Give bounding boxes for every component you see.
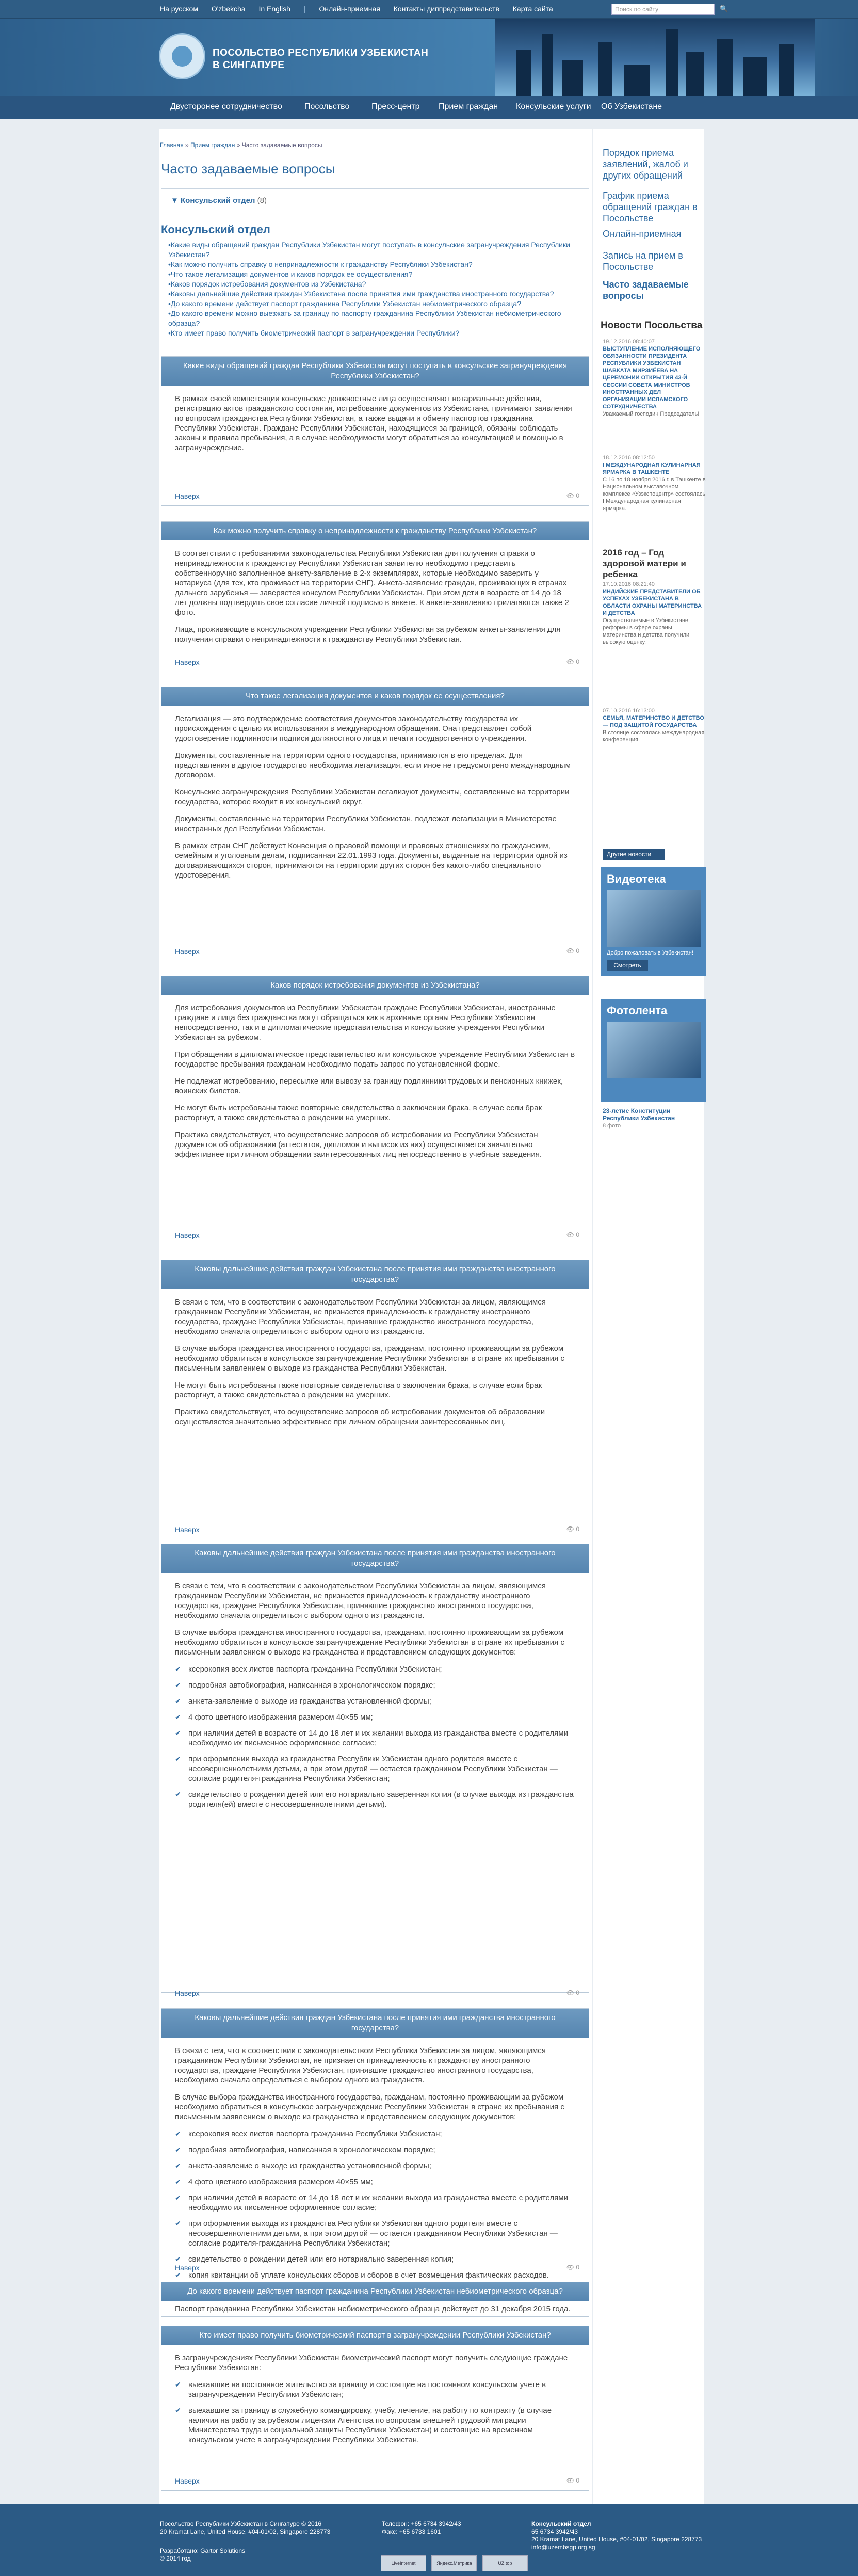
site-title-line2: В СИНГАПУРЕ	[213, 60, 285, 71]
answer-body	[161, 706, 589, 944]
question-title: Каковы дальнейшие действия граждан Узбекистана после принятия ими гражданства иностранного государства?	[161, 2009, 589, 2038]
news-date: 19.12.2016 08:40:07	[603, 339, 655, 345]
view-count: 👁 0	[566, 2264, 579, 2271]
footer-developer[interactable]: Разработано: Gartor Solutions	[160, 2547, 245, 2554]
nav-item-embassy[interactable]: Посольство	[304, 102, 350, 111]
answer-paragraph: В связи с тем, что в соответствии с законодательством Республики Узбекистан за лицом, являющимся гражданином Республики Узбекистан, не признается принадлежность к гражданству иностранного государства, граждане Республики Узбекистан, принявшие гражданство иностранного государства, необходимо сначала определиться с выбором одного из гражданств.	[175, 1298, 546, 1336]
nav-item-about[interactable]: Об Узбекистане	[601, 102, 662, 111]
site-header	[0, 19, 858, 96]
checklist-item: ✔ свидетельство о рождении детей или его нотариально заверенная копия (в случае выхода из гражданства родителя(ей) вместе с несовершеннолетними детьми).	[175, 1790, 575, 1809]
back-to-top-link[interactable]: Наверх	[175, 947, 200, 956]
question-footer	[161, 1228, 589, 1244]
news-item[interactable]	[603, 338, 706, 418]
breadcrumb-reception[interactable]: Прием граждан	[190, 141, 235, 149]
counter-badge[interactable]: UZ top	[482, 2555, 528, 2571]
question-title: Каковы дальнейшие действия граждан Узбекистана после принятия ими гражданства иностранного государства?	[161, 1260, 589, 1289]
answer-paragraph: Практика свидетельствует, что осуществление запросов об истребовании документов об образовании осуществляется значительно эффективнее при личном обращении заинтересованных лиц.	[175, 1408, 545, 1426]
more-news-button[interactable]: Другие новости	[603, 849, 665, 860]
sidebar-link-appointment[interactable]: Запись на прием в Посольстве	[603, 250, 683, 272]
back-to-top-link[interactable]: Наверх	[175, 658, 200, 666]
footer-year: © 2014 год	[160, 2555, 191, 2562]
site-title-line1: ПОСОЛЬСТВО РЕСПУБЛИКИ УЗБЕКИСТАН	[213, 47, 429, 58]
news-item[interactable]	[603, 454, 706, 512]
photo-count: 8 фото	[603, 1123, 621, 1129]
news-text: Осуществляемые в Узбекистане реформы в сфере охраны материнства и детства получили высокую оценку.	[603, 617, 690, 645]
question-footer	[161, 655, 589, 671]
photo-caption[interactable]: 23-летие Конституции Республики Узбекистан	[603, 1107, 675, 1122]
question-card	[161, 2282, 589, 2317]
answer-paragraph: При обращении в дипломатическое представительство или консульское учреждение Республики Узбекистан в государстве пребывания гражданам необходимо подать запрос по установленной форме.	[175, 1050, 575, 1069]
answer-body	[161, 386, 589, 489]
news-title[interactable]: ВЫСТУПЛЕНИЕ ИСПОЛНЯЮЩЕГО ОБЯЗАННОСТИ ПРЕЗИДЕНТА РЕСПУБЛИКИ УЗБЕКИСТАН ШАВКАТА МИРЗИЁЕВА НА ЦЕРЕМОНИИ ОТКРЫТИЯ 43-Й СЕССИИ СОВЕТА МИНИСТРОВ ИНОСТРАННЫХ ДЕЛ ОРГАНИЗАЦИИ ИСЛАМСКОГО СОТРУДНИЧЕСТВА	[603, 346, 701, 410]
footer-consular	[531, 2520, 702, 2551]
question-card	[161, 2326, 589, 2491]
question-title: До какого времени действует паспорт гражданина Республики Узбекистан небиометрического образца?	[161, 2282, 589, 2301]
footer-copyright	[160, 2520, 330, 2563]
answer-paragraph: Лица, проживающие в консульском учреждении Республики Узбекистан за рубежом анкеты-заявления для получения справки о непринадлежности к гражданству Республики Узбекистан.	[175, 625, 561, 644]
answer-paragraph: В рамках стран СНГ действует Конвенция о правовой помощи и правовых отношениях по гражданским, семейным и уголовным делам, подписанная 22.01.1993 года. Документы, выданные на территории одной из договаривающихся сторон, принимаются на территории других сторон без какого-либо специального удостоверения.	[175, 841, 568, 880]
answer-paragraph: В случае выбора гражданства иностранного государства, гражданам, постоянно проживающим за рубежом необходимо обратиться в консульское загранучреждение Республики Узбекистан в стране их пребывания с письменным заявлением о выходе из гражданства и представлением следующих документов:	[175, 2093, 564, 2121]
question-title: Каков порядок истребования документов из Узбекистана?	[161, 976, 589, 995]
checklist-item: ✔ выехавшие на постоянное жительство за границу и состоящие на постоянном консульском учете в загранучреждении Республики Узбекистан;	[175, 2380, 575, 2399]
question-card	[161, 356, 589, 506]
view-count: 👁 0	[566, 2477, 579, 2484]
news-item[interactable]	[603, 707, 706, 743]
back-to-top-link[interactable]: Наверх	[175, 1231, 200, 1239]
photo-widget[interactable]	[601, 999, 706, 1102]
breadcrumb-current: Часто задаваемые вопросы	[241, 141, 322, 149]
answer-paragraph: В рамках своей компетенции консульские должностные лица осуществляют нотариальные действия, регистрацию актов гражданского состояния, истребование документов из Узбекистана, принимают заявления по вопросам гражданства Республики Узбекистан, а также выдачи и обмену паспортов гражданина Республики Узбекистан. Граждане Республики Узбекистан, находящиеся за границей, обязаны соблюдать законы и правила пребывания, а в случае необходимости могут обратиться за консультацией и помощью в загранучреждение.	[175, 394, 572, 452]
checklist-item: ✔ подробная автобиография, написанная в хронологическом порядке;	[175, 1680, 575, 1690]
checklist-item: ✔ 4 фото цветного изображения размером 40×55 мм;	[175, 1712, 575, 1722]
counter-badge[interactable]: LiveInternet	[381, 2555, 426, 2571]
question-footer	[161, 2474, 589, 2489]
answer-body	[161, 2345, 589, 2474]
sitemap-link[interactable]: Карта сайта	[512, 5, 553, 13]
checklist-item: ✔ при наличии детей в возрасте от 14 до 18 лет и их желании выхода из гражданства вместе с родителями необходимо их письменное оформленное согласие;	[175, 2193, 575, 2213]
footer-consular-title: Консульский отдел	[531, 2520, 591, 2527]
answer-paragraph: Документы, составленные на территории Республики Узбекистан, подлежат легализации в Министерстве иностранных дел Республики Узбекистан.	[175, 815, 557, 833]
answer-paragraph: В соответствии с требованиями законодательства Республики Узбекистан для получения справки о непринадлежности к гражданству Республики Узбекистан заявителю необходимо представить собственноручно заполненное анкету-заявление в 2-х экземплярах, которые необходимо заверить у нотариуса (для тех, кто проживает на территории СНГ). Анкета-заявление граждан, проживающих в странах дальнего зарубежья — заверяется консулом Республики Узбекистан. При этом дети в возрасте от 14 до 18 лет должны подтвердить свое согласие личной подписью в анкете. К анкете-заявлению прилагаются также 2 фото.	[175, 549, 569, 617]
question-title: Как можно получить справку о непринадлежности к гражданству Республики Узбекистан?	[161, 522, 589, 540]
checklist-item: ✔ при оформлении выхода из гражданства Республики Узбекистан одного родителя вместе с несовершеннолетними детьми, а при этом другой — остается гражданином Республики Узбекистан — согласие родителя-гражданина Республики Узбекистан;	[175, 2219, 575, 2248]
footer-consular-phone: 65 6734 3942/43	[531, 2528, 578, 2535]
category-link[interactable]	[171, 196, 267, 205]
question-footer	[161, 1986, 589, 2001]
view-count: 👁 0	[566, 658, 579, 665]
back-to-top-link[interactable]: Наверх	[175, 1525, 200, 1534]
top-links	[160, 5, 564, 13]
footer-phone: Телефон: +65 6734 3942/43	[382, 2520, 461, 2527]
view-count: 👁 0	[566, 1525, 579, 1533]
back-to-top-link[interactable]: Наверх	[175, 492, 200, 500]
question-link[interactable]: • Что такое легализация документов и каков порядок ее осуществления?	[168, 269, 591, 279]
checklist-item: ✔ подробная автобиография, написанная в хронологическом порядке;	[175, 2145, 575, 2155]
photo-widget-title: Фотолента	[607, 1004, 668, 1017]
breadcrumb-home[interactable]: Главная	[160, 141, 184, 149]
checklist-item: ✔ при наличии детей в возрасте от 14 до 18 лет и их желании выхода из гражданства вместе с родителями необходимо их письменное оформленное согласие;	[175, 1728, 575, 1748]
answer-paragraph: Легализация — это подтверждение соответствия документов законодательству государства их происхождения с целью их использования в международном обращении. Она представляет собой удостоверение подлинности подписи должностного лица и печати государственного учреждения.	[175, 714, 532, 743]
breadcrumb: Главная » Прием граждан » Часто задаваемые вопросы	[160, 141, 322, 149]
question-title: Какие виды обращений граждан Республики Узбекистан могут поступать в консульские загранучреждения Республики Узбекистан?	[161, 357, 589, 386]
answer-paragraph: В случае выбора гражданства иностранного государства, гражданам, постоянно проживающим за рубежом необходимо обратиться в консульское загранучреждение Республики Узбекистан в стране их пребывания с письменным заявлением о выходе из гражданства и представлением следующих документов:	[175, 1628, 564, 1657]
back-to-top-link[interactable]: Наверх	[175, 2264, 200, 2272]
footer-email-link[interactable]: info@uzembsgp.org.sg	[531, 2543, 595, 2551]
answer-paragraph: В случае выбора гражданства иностранного государства, гражданам, постоянно проживающим за рубежом необходимо обратиться в консульское загранучреждение Республики Узбекистан в стране их пребывания с письменным заявлением о выходе из гражданства Республики Узбекистан.	[175, 1344, 564, 1373]
news-title[interactable]: СЕМЬЯ, МАТЕРИНСТВО И ДЕТСТВО — ПОД ЗАЩИТОЙ ГОСУДАРСТВА	[603, 715, 704, 728]
question-link[interactable]: • Кто имеет право получить биометрический паспорт в загранучреждении Республики?	[168, 328, 591, 338]
news-date: 07.10.2016 16:13:00	[603, 708, 655, 714]
question-title: Кто имеет право получить биометрический паспорт в загранучреждении Республики Узбекистан?	[161, 2326, 589, 2345]
footer-consular-address: 20 Kramat Lane, United House, #04-01/02, Singapore 228773	[531, 2536, 702, 2543]
question-footer	[161, 489, 589, 504]
question-link[interactable]: • Какие виды обращений граждан Республики Узбекистан могут поступать в консульские загранучреждения Республики Узбекистан?	[168, 240, 591, 260]
news-text: Уважаемый господин Председатель!	[603, 411, 700, 417]
answer-paragraph: Не подлежат истребованию, пересылке или вывозу за границу подлинники трудовых и пенсионных книжек, воинских билетов.	[175, 1077, 563, 1095]
view-count: 👁 0	[566, 1231, 579, 1238]
answer-paragraph: Документы, составленные на территории одного государства, принимаются в его пределах. Для представления в другое государство необходима легализация, если иное не предусмотрено международным договором.	[175, 751, 571, 780]
question-link[interactable]: • До какого времени действует паспорт гражданина Республики Узбекистан небиометрического образца?	[168, 299, 591, 309]
news-text: В столице состоялась международная конференция.	[603, 729, 705, 743]
sidebar-link-procedure[interactable]: Порядок приема заявлений, жалоб и других обращений	[603, 148, 688, 181]
footer-text: Посольство Республики Узбекистан в Сингапуре © 2016	[160, 2520, 322, 2527]
lang-uz-link[interactable]: O'zbekcha	[211, 5, 246, 13]
news-item[interactable]	[603, 547, 706, 580]
question-footer	[161, 944, 589, 960]
answer-paragraph: Паспорт гражданина Республики Узбекистан небиометрического образца действует до 31 декабря 2015 года.	[175, 2304, 571, 2313]
online-reception-link[interactable]: Онлайн-приемная	[319, 5, 380, 13]
answer-body	[161, 2301, 589, 2324]
footer-address: 20 Kramat Lane, United House, #04-01/02, Singapore 228773	[160, 2528, 331, 2535]
answer-paragraph: Не могут быть истребованы также повторные свидетельства о заключении брака, в случае если брак расторгнут, а также свидетельства о рождении на умерших.	[175, 1381, 542, 1400]
question-card	[161, 976, 589, 1244]
nav-item-press[interactable]: Пресс-центр	[371, 102, 420, 111]
top-bar	[0, 0, 858, 19]
category-label: Консульский отдел	[181, 196, 255, 205]
news-item[interactable]	[603, 581, 706, 646]
category-box	[161, 188, 589, 213]
checklist-item: ✔ 4 фото цветного изображения размером 40×55 мм;	[175, 2177, 575, 2187]
question-card	[161, 1260, 589, 1534]
checklist-item: ✔ выехавшие за границу в служебную командировку, учебу, лечение, на работу по контракту (в случае наличия на работу за рубежом лицензии Агентства по вопросам внешней трудовой миграции Министерства труда и социальной защиты Республики Узбекистан) и состоящие на временном консульском учете в загранучреждении Республики Узбекистан.	[175, 2406, 575, 2445]
video-caption: Добро пожаловать в Узбекистан!	[607, 950, 693, 956]
contacts-link[interactable]: Контакты диппредставительств	[393, 5, 499, 13]
question-card	[161, 1544, 589, 1997]
video-widget-title: Видеотека	[607, 872, 666, 885]
nav-item-cooperation[interactable]: Двусторонее сотрудничество	[170, 102, 282, 111]
answer-paragraph: Не могут быть истребованы также повторные свидетельства о заключении брака, в случае если брак расторгнут, а также свидетельства о рождении на умерших.	[175, 1104, 542, 1122]
back-to-top-link[interactable]: Наверх	[175, 1989, 200, 1997]
checklist-item: ✔ анкета-заявление о выходе из гражданства установленной формы;	[175, 2161, 575, 2171]
question-link[interactable]: • Каковы дальнейшие действия граждан Узбекистана после принятия ими гражданства иностранного государства?	[168, 289, 591, 299]
question-card	[161, 521, 589, 671]
answer-body	[161, 1289, 589, 1522]
view-count: 👁 0	[566, 1989, 579, 1996]
question-link[interactable]: • Каков порядок истребования документов из Узбекистана?	[168, 279, 591, 289]
answer-paragraph: В связи с тем, что в соответствии с законодательством Республики Узбекистан за лицом, являющимся гражданином Республики Узбекистан, не признается принадлежность к гражданству иностранного государства, граждане Республики Узбекистан, принявшие гражданство иностранного государства, необходимо сначала определиться с выбором одного из гражданств.	[175, 2046, 546, 2085]
checklist-item: ✔ ксерокопия всех листов паспорта гражданина Республики Узбекистан;	[175, 2129, 575, 2139]
footer-fax: Факс: +65 6733 1601	[382, 2528, 441, 2535]
question-title: Что такое легализация документов и каков порядок ее осуществления?	[161, 687, 589, 706]
expand-icon: ▼	[171, 196, 179, 205]
search-input[interactable]: Поиск по сайту	[611, 4, 715, 15]
main-nav	[0, 96, 858, 119]
view-count: 👁 0	[566, 492, 579, 499]
news-title[interactable]: 2016 год – Год здоровой матери и ребенка	[603, 548, 686, 579]
news-title[interactable]: I МЕЖДУНАРОДНАЯ КУЛИНАРНАЯ ЯРМАРКА В ТАШКЕНТЕ	[603, 462, 701, 475]
state-emblem-icon	[159, 33, 205, 79]
sidebar-link-online-reception[interactable]: Онлайн-приемная	[603, 229, 682, 239]
checklist-item: ✔ при оформлении выхода из гражданства Республики Узбекистан одного родителя вместе с несовершеннолетними детьми, а при этом другой — остается гражданином Республики Узбекистан — согласие родителя-гражданина Республики Узбекистан;	[175, 1754, 575, 1784]
question-footer	[161, 2261, 589, 2276]
video-thumbnail[interactable]	[607, 890, 701, 947]
divider: |	[303, 5, 306, 13]
lang-ru-link[interactable]: На русском	[160, 5, 198, 13]
checklist-item: ✔ анкета-заявление о выходе из гражданства установленной формы;	[175, 1696, 575, 1706]
sidebar-link-schedule[interactable]: График приема обращений граждан в Посольстве	[603, 190, 698, 224]
watch-button[interactable]: Смотреть	[607, 960, 648, 971]
site-title[interactable]	[213, 47, 428, 72]
answer-paragraph: В загранучреждениях Республики Узбекистан биометрический паспорт могут получить следующие граждане Республики Узбекистан:	[175, 2354, 568, 2372]
question-footer	[161, 1522, 589, 1538]
nav-item-reception[interactable]: Прием граждан	[439, 102, 498, 111]
view-count: 👁 0	[566, 947, 579, 955]
nav-item-consular[interactable]: Консульские услуги	[516, 102, 591, 111]
header-skyline-image	[495, 19, 815, 96]
answer-paragraph: Практика свидетельствует, что осуществление запросов об истребовании из Республики Узбекистан документов об образовании (аттестатов, дипломов и выписок из них) осуществляется значительно эффективнее при личном обращении заинтересованных лиц непосредственно в учебные заведения.	[175, 1131, 542, 1159]
photo-thumbnail[interactable]	[607, 1022, 701, 1078]
news-date: 18.12.2016 08:12:50	[603, 455, 655, 461]
news-title[interactable]: ИНДИЙСКИЕ ПРЕДСТАВИТЕЛИ ОБ УСПЕХАХ УЗБЕКИСТАНА В ОБЛАСТИ ОХРАНЫ МАТЕРИНСТВА И ДЕТСТВА	[603, 589, 702, 616]
category-count: (8)	[257, 196, 267, 205]
sidebar-link-faq[interactable]: Часто задаваемые вопросы	[603, 279, 689, 301]
section-title: Консульский отдел	[161, 223, 270, 236]
news-heading: Новости Посольства	[601, 320, 703, 331]
answer-body	[161, 1573, 589, 1986]
page-title: Часто задаваемые вопросы	[161, 161, 335, 177]
answer-paragraph: Консульские загранучреждения Республики Узбекистан легализуют документы, составленные на территории государства, которое входит в их консульский округ.	[175, 788, 570, 806]
question-link[interactable]: • Как можно получить справку о непринадлежности к гражданству Республики Узбекистан?	[168, 260, 591, 269]
checklist-item: ✔ свидетельство о рождении детей или его нотариально заверенная копия;	[175, 2254, 575, 2264]
news-date: 17.10.2016 08:21:40	[603, 581, 655, 587]
answer-paragraph: Для истребования документов из Республики Узбекистан граждане Республики Узбекистан, иностранные граждане и лица без гражданства могут обращаться как в архивные органы Республики Узбекистан непосредственно, так и в дипломатические представительства и консульские учреждения Республики Узбекистан за рубежом.	[175, 1004, 556, 1042]
checklist-item: ✔ копия квитанции об уплате консульских сборов и сборов в счет возмещения фактических расходов.	[175, 2270, 575, 2280]
news-text: С 16 по 18 ноября 2016 г. в Ташкенте в Национальном выставочном комплексе «Узэкспоцентр» состоялась I Международная кулинарная ярмарка.	[603, 476, 706, 512]
question-list	[168, 240, 591, 338]
lang-en-link[interactable]: In English	[258, 5, 290, 13]
answer-body	[161, 995, 589, 1228]
checklist-item: ✔ ксерокопия всех листов паспорта гражданина Республики Узбекистан;	[175, 1664, 575, 1674]
question-card	[161, 2008, 589, 2280]
answer-body	[161, 540, 589, 655]
counter-badge[interactable]: Яндекс.Метрика	[431, 2555, 477, 2571]
counters	[381, 2555, 531, 2571]
video-widget[interactable]	[601, 867, 706, 976]
question-title: Каковы дальнейшие действия граждан Узбекистана после принятия ими гражданства иностранного государства?	[161, 1544, 589, 1573]
back-to-top-link[interactable]: Наверх	[175, 2477, 200, 2485]
question-link[interactable]: • До какого времени можно выезжать за границу по паспорту гражданина Республики Узбекистан небиометрического образца?	[168, 309, 591, 328]
footer-contacts	[382, 2520, 461, 2536]
search-icon[interactable]: 🔍	[720, 5, 729, 12]
answer-paragraph: В связи с тем, что в соответствии с законодательством Республики Узбекистан за лицом, являющимся гражданином Республики Узбекистан, не признается принадлежность к гражданству иностранного государства, граждане Республики Узбекистан, принявшие гражданство иностранного государства, необходимо сначала определиться с выбором одного из гражданств.	[175, 1582, 546, 1620]
question-card	[161, 687, 589, 960]
